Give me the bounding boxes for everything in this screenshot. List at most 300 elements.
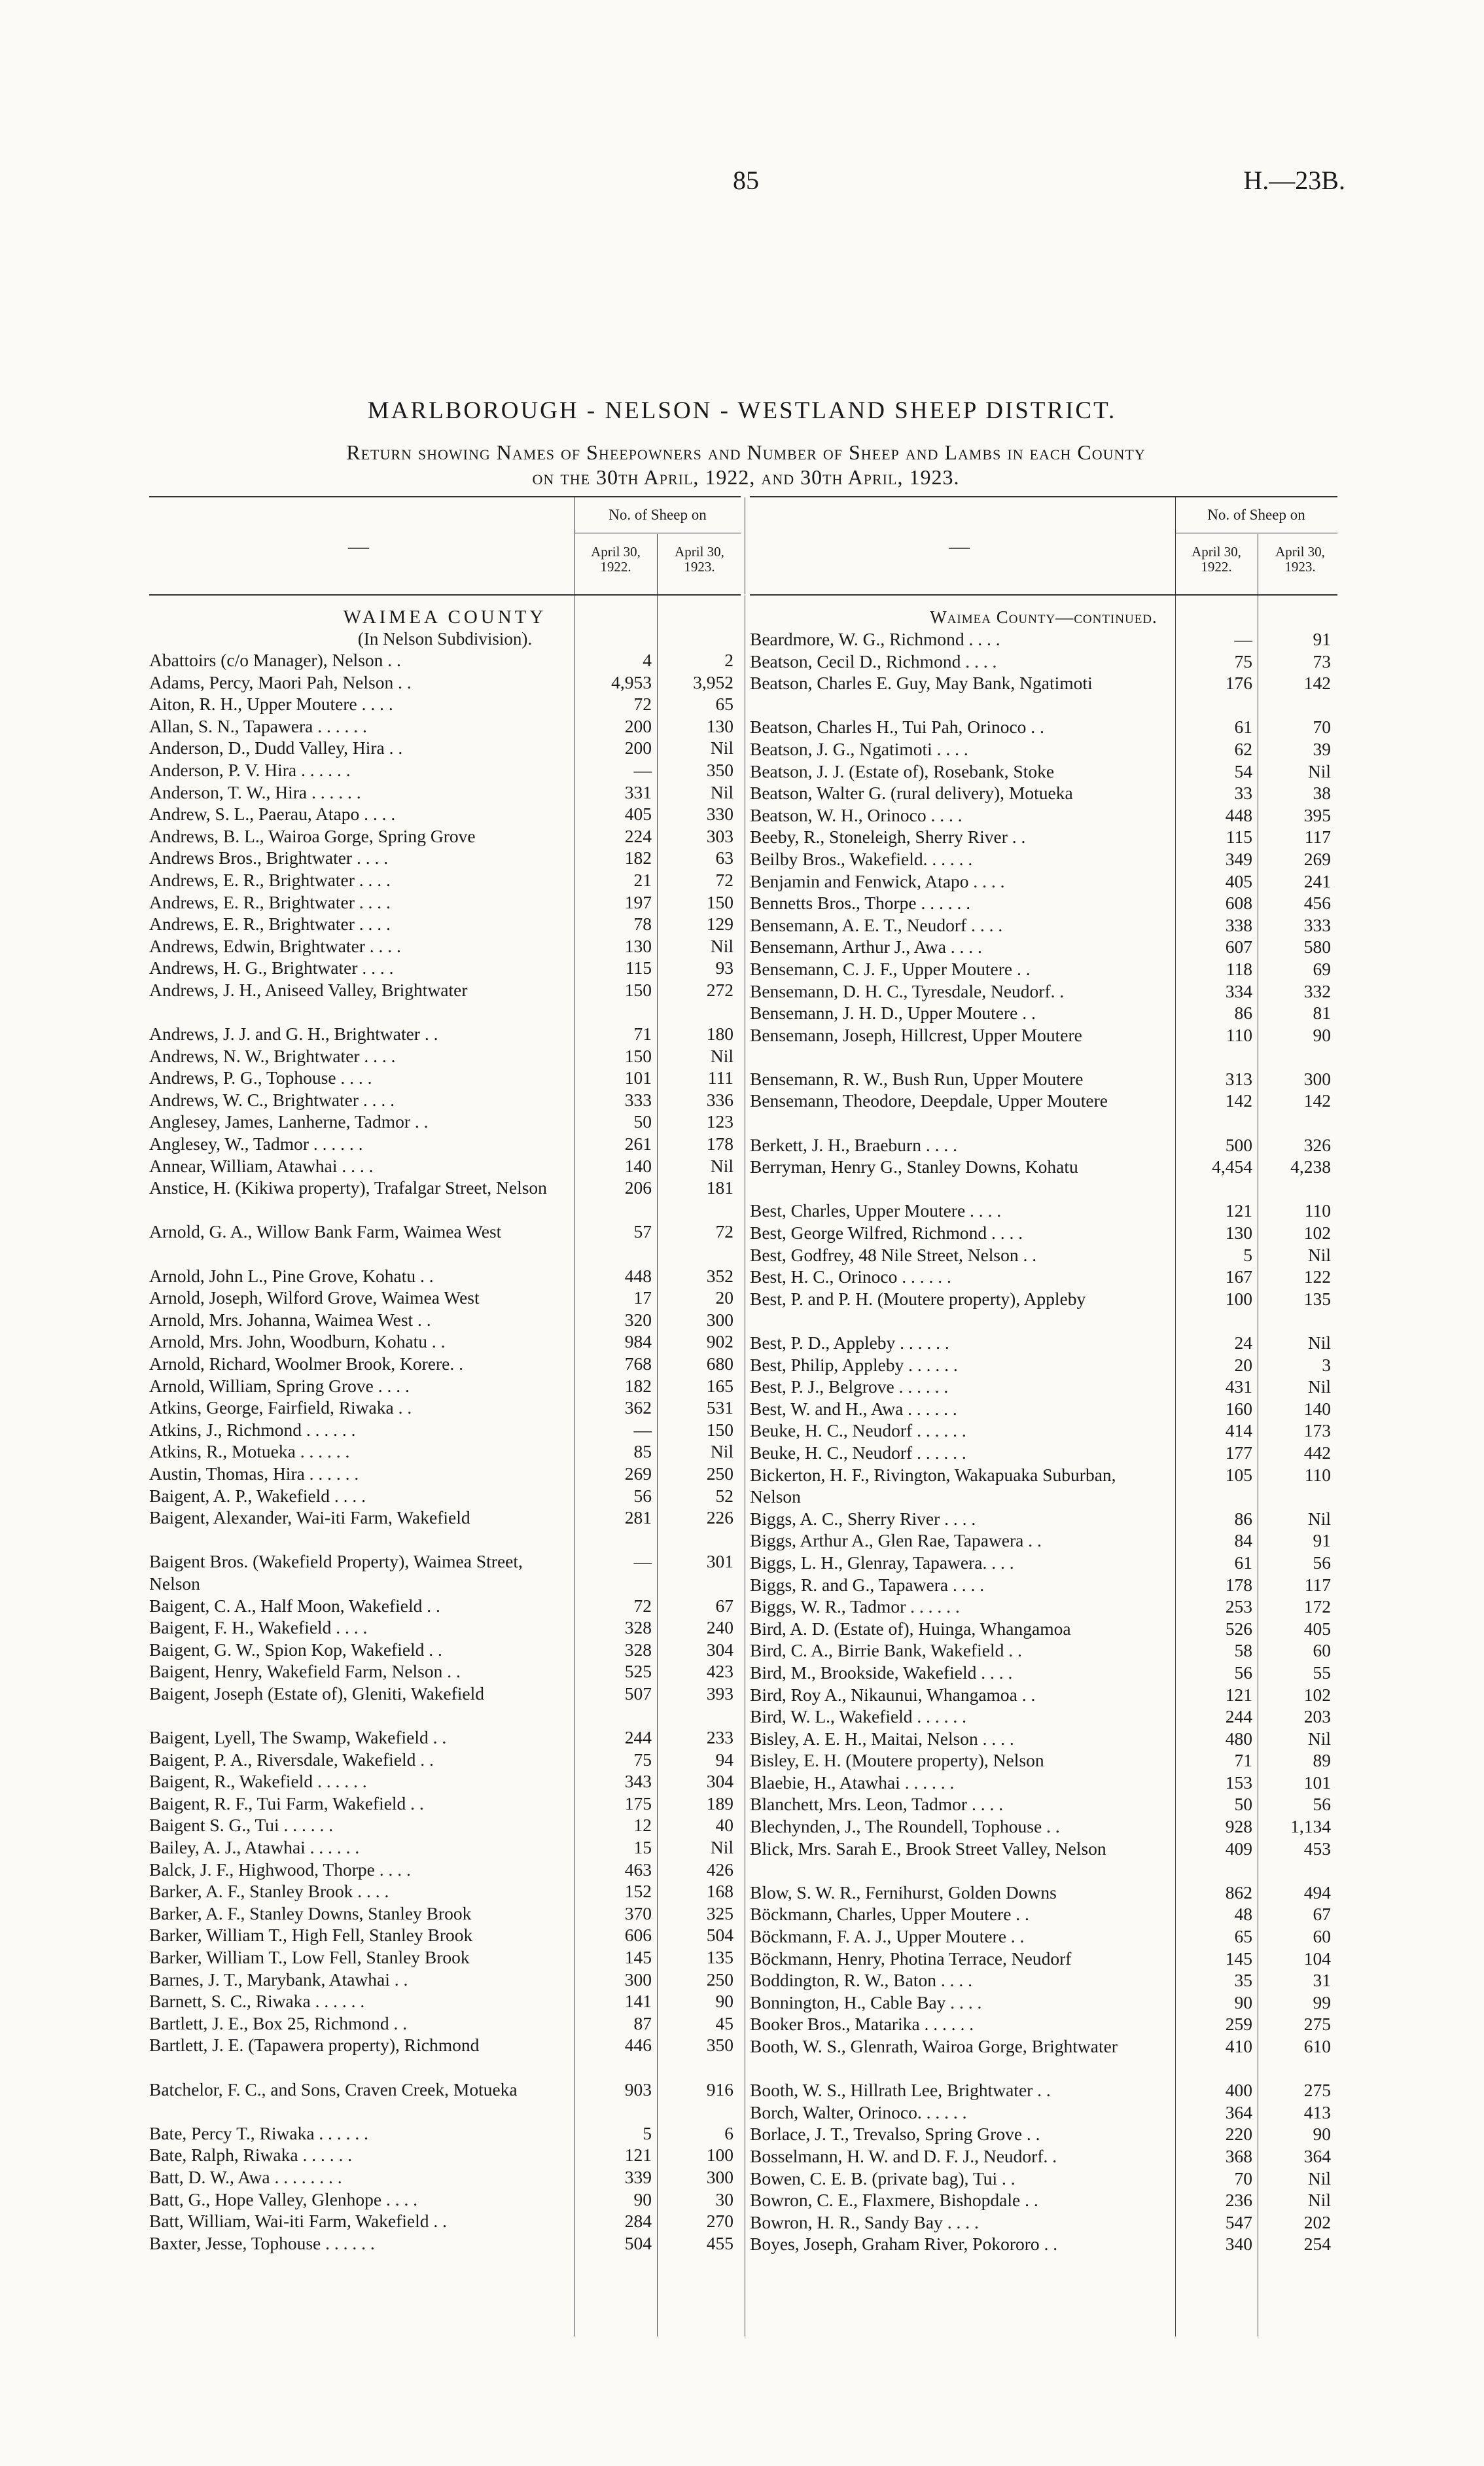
table-row (750, 1222, 1337, 1244)
sheep-1922: 5 (643, 2122, 652, 2143)
sheep-1922: 84 (1234, 1530, 1252, 1551)
table-row (149, 957, 741, 979)
table-row (149, 2012, 741, 2035)
sheep-1922: 236 (1225, 2190, 1252, 2211)
owner-name: Blaebie, H., Atawhai . . . . . . (750, 1772, 955, 1793)
sheep-1923: Nil (710, 1837, 733, 1858)
owner-name: Baigent S. G., Tui . . . . . . (149, 1815, 334, 1836)
district-title: MARLBOROUGH - NELSON - WESTLAND SHEEP DISTRICT. (367, 397, 1117, 424)
table-row (750, 1266, 1337, 1288)
sheep-1923: 117 (1304, 827, 1331, 848)
table-row (149, 913, 741, 935)
owner-name: Baigent, A. P., Wakefield . . . . (149, 1485, 366, 1506)
sheep-1922: 105 (1225, 1464, 1252, 1485)
sheep-1922: 328 (624, 1617, 652, 1638)
sheep-1923: 56 (1313, 1552, 1331, 1573)
sheep-1922: — (633, 1551, 652, 1572)
sheep-1922: 90 (1234, 1992, 1252, 2012)
sheep-1922: 984 (624, 1331, 652, 1352)
sheep-1923: 270 (706, 2211, 733, 2232)
sheep-1923: 172 (1303, 1596, 1331, 1617)
sheep-1922: 20 (1234, 1354, 1252, 1375)
table-row (750, 2211, 1337, 2234)
table-row (149, 1660, 741, 1683)
owner-name: Andrew, S. L., Paerau, Atapo . . . . (149, 804, 396, 825)
owner-name: Blow, S. W. R., Fernihurst, Golden Downs (750, 1882, 1057, 1903)
sheep-1923: 610 (1303, 2036, 1331, 2056)
owner-name: Bisley, E. H. (Moutere property), Nelson (750, 1750, 1044, 1771)
sheep-1923: 100 (706, 2145, 733, 2166)
table-row (149, 649, 741, 671)
table-row (149, 671, 741, 694)
table-row (149, 1177, 741, 1221)
table-row (750, 1376, 1337, 1398)
sheep-1923: 330 (706, 804, 733, 825)
sheep-1922: 121 (624, 2145, 652, 2166)
table-row (750, 1772, 1337, 1794)
sheep-1922: 300 (624, 1969, 652, 1990)
sheep-1923: Nil (1307, 2168, 1331, 2189)
sheep-1923: 129 (706, 914, 733, 935)
return-subtitle (131, 440, 1361, 490)
table-row (750, 1420, 1337, 1442)
owner-name: Barnes, J. T., Marybank, Atawhai . . (149, 1969, 408, 1990)
owner-name: Andrews, Edwin, Brightwater . . . . (149, 935, 401, 956)
table-row (750, 1442, 1337, 1464)
owner-name: Bartlett, J. E., Box 25, Richmond . . (149, 2012, 408, 2033)
sheep-1922: 362 (624, 1397, 652, 1418)
sheep-1922: 178 (1225, 1574, 1252, 1595)
sheep-1922: 197 (624, 891, 652, 912)
owner-name: Blechynden, J., The Roundell, Tophouse . . (750, 1816, 1060, 1837)
table-row (149, 737, 741, 759)
table-row (750, 1156, 1337, 1200)
table-row (149, 1419, 741, 1441)
sheep-1923: 110 (1304, 1200, 1331, 1221)
table-row (750, 1684, 1337, 1706)
sheep-1923: 45 (715, 2012, 733, 2033)
sheep-1923: 304 (706, 1771, 733, 1792)
header-1922: April 30, 1922. (1192, 544, 1241, 575)
sheep-1923: 3 (1322, 1354, 1331, 1375)
sheep-1923: 916 (706, 2079, 733, 2100)
sheep-1923: 300 (1303, 1068, 1331, 1089)
sheep-1922: 75 (633, 1749, 652, 1770)
sheep-1923: 181 (706, 1177, 733, 1198)
sheep-1922: — (1234, 629, 1252, 649)
owner-name: Bird, M., Brookside, Wakefield . . . . (750, 1662, 1013, 1683)
owner-name: Andrews, H. G., Brightwater . . . . (149, 957, 394, 978)
sheep-1923: Nil (1307, 760, 1331, 781)
owner-name: Best, W. and H., Awa . . . . . . (750, 1398, 957, 1419)
sheep-1922: 333 (624, 1089, 652, 1110)
table-row (149, 1309, 741, 1331)
table-row (750, 1969, 1337, 1992)
sheep-1923: 40 (715, 1815, 733, 1836)
table-row (750, 914, 1337, 937)
owner-name: Bate, Ralph, Riwaka . . . . . . (149, 2145, 353, 2166)
right-table-header (750, 496, 1337, 596)
table-row (750, 1838, 1337, 1882)
sheep-1922: 121 (1225, 1200, 1252, 1221)
table-row (149, 1067, 741, 1089)
table-row (149, 1331, 741, 1353)
table-row (750, 1662, 1337, 1684)
sheep-1922: 370 (624, 1903, 652, 1923)
sheep-1923: 38 (1313, 783, 1331, 804)
owner-name: Arnold, Mrs. John, Woodburn, Kohatu . . (149, 1331, 446, 1352)
sheep-1922: 78 (633, 914, 652, 935)
sheep-1922: 167 (1225, 1266, 1252, 1287)
owner-name: Atkins, George, Fairfield, Riwaka . . (149, 1397, 412, 1418)
subtitle-line-2: on the 30th April, 1922, and 30th April, 1923. (532, 465, 960, 489)
sheep-1923: 241 (1303, 870, 1331, 891)
table-row (750, 1508, 1337, 1530)
owner-name: Austin, Thomas, Hira . . . . . . (149, 1463, 359, 1484)
table-row (149, 1045, 741, 1067)
table-row (149, 693, 741, 715)
owner-name: Arnold, Joseph, Wilford Grove, Waimea West (149, 1287, 480, 1308)
owner-name: Bensemann, D. H. C., Tyresdale, Neudorf. . (750, 980, 1065, 1001)
owner-name: Baigent, Henry, Wakefield Farm, Nelson . . (149, 1661, 461, 1682)
sheep-1922: 12 (633, 1815, 652, 1836)
sheep-1922: 903 (624, 2079, 652, 2100)
owner-name: Baigent, F. H., Wakefield . . . . (149, 1617, 368, 1638)
sheep-1922: 349 (1225, 848, 1252, 869)
owner-name: Biggs, Arthur A., Glen Rae, Tapawera . . (750, 1530, 1042, 1551)
sheep-1922: 176 (1225, 673, 1252, 694)
table-row (149, 1265, 741, 1287)
sheep-1922: 121 (1225, 1684, 1252, 1705)
table-row (750, 2145, 1337, 2168)
table-row (149, 1903, 741, 1925)
sheep-1922: 75 (1234, 651, 1252, 671)
sheep-1923: 130 (706, 715, 733, 736)
owner-name: Bensemann, A. E. T., Neudorf . . . . (750, 914, 1003, 935)
table-row (750, 1552, 1337, 1574)
table-row (750, 2233, 1337, 2255)
sheep-1923: Nil (710, 935, 733, 956)
sheep-1923: 111 (707, 1067, 733, 1088)
sheep-1923: Nil (1307, 1332, 1331, 1353)
table-row (750, 1574, 1337, 1596)
table-row (149, 1946, 741, 1969)
owner-name: Annear, William, Atawhai . . . . (149, 1155, 374, 1176)
sheep-1922: 50 (633, 1111, 652, 1132)
owner-name: Atkins, R., Motueka . . . . . . (149, 1441, 350, 1462)
sheep-1922: 50 (1234, 1794, 1252, 1815)
sheep-1923: 580 (1303, 937, 1331, 957)
table-row (149, 781, 741, 804)
sheep-1922: 110 (1226, 1024, 1252, 1045)
owner-name: Bensemann, C. J. F., Upper Moutere . . (750, 958, 1031, 979)
sheep-1922: 115 (625, 957, 652, 978)
sheep-1923: 102 (1303, 1684, 1331, 1705)
sheep-1922: 338 (1225, 914, 1252, 935)
owner-name: Arnold, Mrs. Johanna, Waimea West . . (149, 1309, 431, 1330)
sheep-1923: 89 (1313, 1750, 1331, 1771)
owner-name: Atkins, J., Richmond . . . . . . (149, 1419, 356, 1440)
table-row (149, 1683, 741, 1726)
table-row (149, 869, 741, 891)
sheep-1922: 343 (624, 1771, 652, 1792)
owner-name: Boyes, Joseph, Graham River, Pokororo . . (750, 2234, 1058, 2255)
sheep-1923: 135 (706, 1947, 733, 1968)
table-row (149, 2122, 741, 2145)
page-number: 85 (733, 166, 759, 195)
owner-name: Batt, G., Hope Valley, Glenhope . . . . (149, 2189, 418, 2209)
sheep-1922: 862 (1225, 1882, 1252, 1903)
table-row (750, 1903, 1337, 1925)
table-row (750, 980, 1337, 1003)
sheep-1923: 364 (1303, 2145, 1331, 2166)
sheep-1923: 680 (706, 1353, 733, 1374)
sheep-1922: 284 (624, 2211, 652, 2232)
sheep-1922: 62 (1234, 738, 1252, 759)
sheep-1922: 500 (1225, 1134, 1252, 1155)
sheep-1922: 86 (1234, 1003, 1252, 1024)
sheep-1923: 90 (1313, 2124, 1331, 2145)
owner-name: Beatson, W. H., Orinoco . . . . (750, 804, 963, 825)
table-row (149, 1726, 741, 1749)
sheep-1923: Nil (1307, 1244, 1331, 1265)
table-row (750, 760, 1337, 783)
sheep-1922: 320 (624, 1309, 652, 1330)
table-row (750, 1639, 1337, 1662)
table-row (750, 2168, 1337, 2190)
sheep-1923: 494 (1303, 1882, 1331, 1903)
owner-name: Arnold, G. A., Willow Bank Farm, Waimea West (149, 1221, 502, 1242)
sheep-1922: 244 (1225, 1706, 1252, 1727)
owner-name: Bird, Roy A., Nikaunui, Whangamoa . . (750, 1684, 1036, 1705)
owner-name: Best, H. C., Orinoco . . . . . . (750, 1266, 951, 1287)
table-row (149, 2232, 741, 2255)
sheep-1923: 104 (1303, 1948, 1331, 1969)
sheep-1923: 99 (1313, 1992, 1331, 2012)
table-row (750, 892, 1337, 914)
table-row (750, 1618, 1337, 1640)
table-row (750, 1200, 1337, 1222)
owner-name: Bennetts Bros., Thorpe . . . . . . (750, 893, 971, 914)
owner-name: Bensemann, Arthur J., Awa . . . . (750, 937, 982, 957)
owner-name: Borlace, J. T., Trevalso, Spring Grove . . (750, 2124, 1040, 2145)
sheep-1923: 91 (1313, 1530, 1331, 1551)
sheep-1923: 456 (1303, 893, 1331, 914)
sheep-1923: 94 (715, 1749, 733, 1770)
table-row (750, 1464, 1337, 1508)
owner-name: Biggs, W. R., Tadmor . . . . . . (750, 1596, 960, 1617)
owner-name: Bowron, C. E., Flaxmere, Bishopdale . . (750, 2190, 1038, 2211)
table-row (149, 715, 741, 738)
sheep-1923: 173 (1303, 1420, 1331, 1441)
section-subtitle: (In Nelson Subdivision). (357, 629, 533, 649)
owner-name: Andrews, B. L., Wairoa Gorge, Spring Grove (149, 825, 476, 846)
sheep-1923: 189 (706, 1793, 733, 1814)
sheep-1923: 102 (1303, 1223, 1331, 1243)
table-row (750, 2035, 1337, 2079)
table-row (750, 870, 1337, 893)
owner-name: Biggs, R. and G., Tapawera . . . . (750, 1574, 985, 1595)
owner-name: Adams, Percy, Maori Pah, Nelson . . (149, 671, 412, 692)
left-table-header (149, 496, 741, 596)
sheep-1923: 72 (715, 869, 733, 890)
sheep-1923: 336 (706, 1089, 733, 1110)
sheep-1923: 275 (1303, 2014, 1331, 2035)
sheep-1923: 81 (1313, 1003, 1331, 1024)
sheep-1923: 65 (715, 694, 733, 715)
sheep-1922: 480 (1225, 1728, 1252, 1749)
sheep-1923: 393 (706, 1683, 733, 1704)
sheep-1923: 326 (1303, 1134, 1331, 1155)
table-row (149, 1221, 741, 1264)
sheep-1922: 259 (1225, 2014, 1252, 2035)
section-title: Waimea County—continued. (930, 607, 1157, 627)
table-row (149, 2034, 741, 2078)
sheep-1922: 340 (1225, 2234, 1252, 2255)
sheep-1923: 30 (715, 2189, 733, 2209)
table-row (149, 1485, 741, 1507)
owner-name: Beardmore, W. G., Richmond . . . . (750, 629, 1000, 649)
table-row (750, 1090, 1337, 1134)
table-row (750, 958, 1337, 980)
sheep-1923: 304 (706, 1639, 733, 1660)
sheep-1922: 65 (1234, 1926, 1252, 1947)
sheep-1922: 101 (624, 1067, 652, 1088)
owner-name: Andrews Bros., Brightwater . . . . (149, 848, 389, 868)
sheep-1923: 254 (1303, 2234, 1331, 2255)
table-row (750, 1332, 1337, 1354)
sheep-1923: 63 (715, 848, 733, 868)
owner-name: Barker, A. F., Stanley Brook . . . . (149, 1881, 389, 1902)
table-row (750, 1288, 1337, 1332)
table-row (149, 2079, 741, 2122)
owner-name: Baigent, P. A., Riversdale, Wakefield . . (149, 1749, 434, 1770)
sheep-1922: 253 (1225, 1596, 1252, 1617)
sheep-1923: 60 (1313, 1640, 1331, 1661)
sheep-1922: 61 (1234, 717, 1252, 738)
sheep-1922: 269 (624, 1463, 652, 1484)
sheep-1922: 118 (1226, 958, 1252, 979)
sheep-1922: 72 (633, 694, 652, 715)
header-1923: April 30, 1923. (1275, 544, 1325, 575)
owner-name: Bensemann, R. W., Bush Run, Upper Moutere (750, 1068, 1084, 1089)
sheep-1922: 547 (1225, 2211, 1252, 2232)
sheep-1923: 101 (1303, 1772, 1331, 1793)
sheep-1922: 115 (1226, 827, 1252, 848)
owner-name: Borch, Walter, Orinoco. . . . . . (750, 2101, 967, 2122)
owner-name: Biggs, A. C., Sherry River . . . . (750, 1508, 976, 1529)
sheep-1922: 526 (1225, 1618, 1252, 1639)
sheep-1922: 608 (1225, 893, 1252, 914)
owner-name: Baigent, R. F., Tui Farm, Wakefield . . (149, 1793, 424, 1814)
table-row (750, 1529, 1337, 1552)
table-row (149, 803, 741, 825)
owner-name: Bensemann, J. H. D., Upper Moutere . . (750, 1003, 1036, 1024)
owner-name: Aiton, R. H., Upper Moutere . . . . (149, 694, 393, 715)
table-row (149, 1133, 741, 1155)
sheep-1922: 58 (1234, 1640, 1252, 1661)
sheep-1922: 35 (1234, 1970, 1252, 1991)
table-row (149, 1639, 741, 1661)
sheep-1923: 352 (706, 1265, 733, 1286)
table-row (750, 2079, 1337, 2101)
table-row (149, 1507, 741, 1550)
sheep-1922: 17 (633, 1287, 652, 1308)
sheep-1922: 768 (624, 1353, 652, 1374)
sheep-1923: 39 (1313, 738, 1331, 759)
sheep-1923: 117 (1304, 1574, 1331, 1595)
table-row (750, 1925, 1337, 1948)
sheep-1923: 300 (706, 2166, 733, 2187)
table-row (750, 2189, 1337, 2211)
owner-name: Biggs, L. H., Glenray, Tapawera. . . . (750, 1552, 1014, 1573)
owner-name: Andrews, N. W., Brightwater . . . . (149, 1045, 396, 1066)
owner-name: Benjamin and Fenwick, Atapo . . . . (750, 870, 1005, 891)
sheep-1923: 67 (1313, 1904, 1331, 1925)
owner-name: Best, Philip, Appleby . . . . . . (750, 1354, 958, 1375)
sheep-1922: 85 (633, 1441, 652, 1462)
owner-name: Best, P. J., Belgrove . . . . . . (750, 1376, 949, 1397)
sheep-1923: 442 (1303, 1442, 1331, 1463)
sheep-1922: 928 (1225, 1816, 1252, 1837)
table-row (149, 1155, 741, 1177)
sheep-1922: 448 (1225, 804, 1252, 825)
table-row (750, 1398, 1337, 1420)
owner-name: Arnold, Richard, Woolmer Brook, Korere. . (149, 1353, 463, 1374)
sheep-1923: 233 (706, 1727, 733, 1748)
sheep-1923: 122 (1303, 1266, 1331, 1287)
owner-name: Abattoirs (c/o Manager), Nelson . . (149, 650, 401, 670)
table-row (750, 1244, 1337, 1266)
owner-name: Beatson, J. J. (Estate of), Rosebank, Stoke (750, 760, 1055, 781)
table-row (149, 1793, 741, 1815)
table-row (149, 1089, 741, 1111)
sheep-1922: 130 (1225, 1223, 1252, 1243)
owner-name: Arnold, John L., Pine Grove, Kohatu . . (149, 1265, 434, 1286)
owner-name: Batt, William, Wai-iti Farm, Wakefield . . (149, 2211, 448, 2232)
sheep-1922: 606 (624, 1925, 652, 1946)
sheep-1922: 328 (624, 1639, 652, 1660)
table-row (750, 1354, 1337, 1376)
table-row (750, 651, 1337, 673)
sheep-1923: 269 (1303, 848, 1331, 869)
sheep-1923: 123 (706, 1111, 733, 1132)
table-row (149, 1969, 741, 1991)
owner-name: Böckmann, F. A. J., Upper Moutere . . (750, 1926, 1025, 1947)
sheep-1922: 525 (624, 1661, 652, 1682)
owner-name: Bowen, C. E. B. (private bag), Tui . . (750, 2168, 1016, 2189)
owner-name: Best, P. D., Appleby . . . . . . (750, 1332, 949, 1353)
header-no-of-sheep: No. of Sheep on (609, 507, 707, 523)
table-row (149, 1353, 741, 1375)
owner-name: Andrews, E. R., Brightwater . . . . (149, 914, 391, 935)
sheep-1922: 405 (1225, 870, 1252, 891)
table-row (149, 847, 741, 869)
owner-name: Beilby Bros., Wakefield. . . . . . (750, 848, 973, 869)
sheep-1922: 175 (624, 1793, 652, 1814)
sheep-1923: Nil (710, 738, 733, 759)
owner-name: Bird, W. L., Wakefield . . . . . . (750, 1706, 967, 1727)
sheep-1923: 203 (1303, 1706, 1331, 1727)
table-row (149, 2210, 741, 2232)
table-row (149, 1880, 741, 1903)
owner-name: Berkett, J. H., Braeburn . . . . (750, 1134, 957, 1155)
sheep-1922: 334 (1225, 980, 1252, 1001)
table-row (149, 1595, 741, 1617)
sheep-1922: 160 (1225, 1398, 1252, 1419)
owner-name: Beatson, Charles E. Guy, May Bank, Ngatimoti (750, 673, 1093, 694)
sheep-1923: 4,238 (1290, 1156, 1331, 1177)
